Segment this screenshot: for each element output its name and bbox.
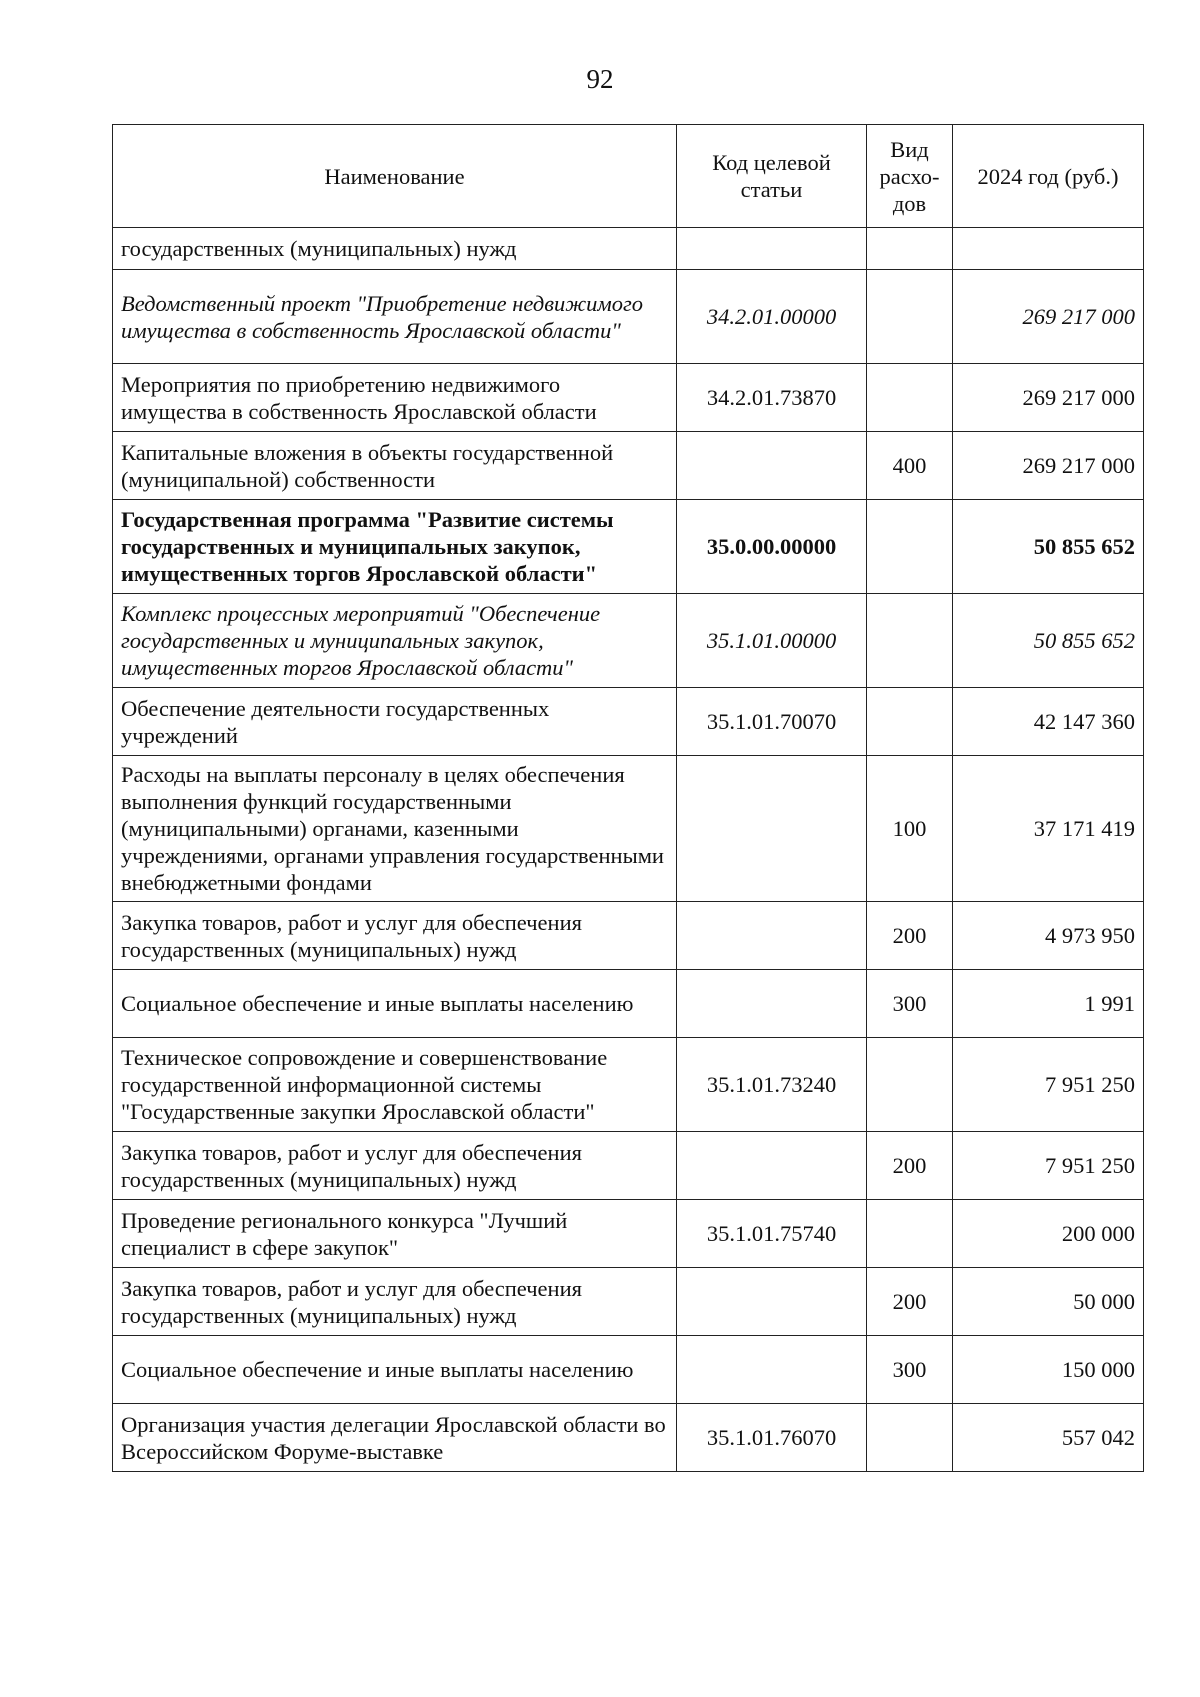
cell-code: 35.1.01.75740 [677, 1200, 867, 1268]
cell-kind [867, 500, 953, 594]
cell-sum: 200 000 [953, 1200, 1144, 1268]
cell-code [677, 432, 867, 500]
cell-sum: 37 171 419 [953, 756, 1144, 902]
cell-kind: 100 [867, 756, 953, 902]
cell-kind: 300 [867, 970, 953, 1038]
cell-name: Закупка товаров, работ и услуг для обеспечения государственных (муниципальных) нужд [113, 902, 677, 970]
cell-kind [867, 1200, 953, 1268]
cell-code [677, 1132, 867, 1200]
cell-kind [867, 270, 953, 364]
cell-kind [867, 1038, 953, 1132]
cell-sum: 7 951 250 [953, 1132, 1144, 1200]
cell-kind [867, 228, 953, 270]
cell-name: Ведомственный проект "Приобретение недвижимого имущества в собственность Ярославской области" [113, 270, 677, 364]
cell-sum: 150 000 [953, 1336, 1144, 1404]
cell-sum: 50 855 652 [953, 594, 1144, 688]
cell-code [677, 228, 867, 270]
cell-name: Государственная программа "Развитие системы государственных и муниципальных закупок, имущественных торгов Ярославской области" [113, 500, 677, 594]
cell-code [677, 970, 867, 1038]
cell-name: Техническое сопровождение и совершенствование государственной информационной системы "Государственные закупки Ярославской области" [113, 1038, 677, 1132]
table-row [113, 1200, 1144, 1268]
table-row [113, 1404, 1144, 1472]
cell-kind: 400 [867, 432, 953, 500]
cell-kind: 200 [867, 902, 953, 970]
cell-name: Организация участия делегации Ярославской области во Всероссийском Форуме-выставке [113, 1404, 677, 1472]
cell-code: 35.1.01.73240 [677, 1038, 867, 1132]
cell-kind [867, 1404, 953, 1472]
cell-code [677, 902, 867, 970]
budget-table [112, 124, 1144, 1472]
cell-sum: 269 217 000 [953, 432, 1144, 500]
header-sum: 2024 год (руб.) [953, 125, 1144, 228]
cell-sum: 269 217 000 [953, 270, 1144, 364]
cell-name: государственных (муниципальных) нужд [113, 228, 677, 270]
header-kind: Вид расхо-дов [867, 125, 953, 228]
table-header [113, 125, 1144, 228]
table-row [113, 1268, 1144, 1336]
cell-kind: 200 [867, 1132, 953, 1200]
cell-code: 35.1.01.76070 [677, 1404, 867, 1472]
cell-code: 35.0.00.00000 [677, 500, 867, 594]
header-row [113, 125, 1144, 228]
cell-name: Социальное обеспечение и иные выплаты населению [113, 970, 677, 1038]
cell-sum: 1 991 [953, 970, 1144, 1038]
cell-kind [867, 364, 953, 432]
table-row [113, 688, 1144, 756]
table-row [113, 364, 1144, 432]
cell-sum [953, 228, 1144, 270]
cell-sum: 42 147 360 [953, 688, 1144, 756]
table-row [113, 594, 1144, 688]
cell-sum: 50 000 [953, 1268, 1144, 1336]
cell-sum: 269 217 000 [953, 364, 1144, 432]
table-row [113, 756, 1144, 902]
cell-name: Мероприятия по приобретению недвижимого имущества в собственность Ярославской области [113, 364, 677, 432]
table-row [113, 1038, 1144, 1132]
header-code: Код целевой статьи [677, 125, 867, 228]
table-row [113, 1336, 1144, 1404]
cell-code: 34.2.01.73870 [677, 364, 867, 432]
cell-name: Проведение регионального конкурса "Лучший специалист в сфере закупок" [113, 1200, 677, 1268]
cell-kind [867, 594, 953, 688]
cell-code: 35.1.01.70070 [677, 688, 867, 756]
cell-name: Закупка товаров, работ и услуг для обеспечения государственных (муниципальных) нужд [113, 1268, 677, 1336]
cell-sum: 557 042 [953, 1404, 1144, 1472]
cell-kind: 200 [867, 1268, 953, 1336]
cell-code: 35.1.01.00000 [677, 594, 867, 688]
cell-sum: 50 855 652 [953, 500, 1144, 594]
cell-code [677, 756, 867, 902]
cell-name: Социальное обеспечение и иные выплаты населению [113, 1336, 677, 1404]
table-row [113, 1132, 1144, 1200]
cell-code [677, 1336, 867, 1404]
cell-code: 34.2.01.00000 [677, 270, 867, 364]
cell-name: Расходы на выплаты персоналу в целях обеспечения выполнения функций государственными (муниципальными) органами, казенными учреждениями, органами управления государственными внебюджетными фондами [113, 756, 677, 902]
table-row [113, 432, 1144, 500]
table-row [113, 270, 1144, 364]
table-row [113, 970, 1144, 1038]
cell-sum: 4 973 950 [953, 902, 1144, 970]
table-row [113, 902, 1144, 970]
cell-name: Капитальные вложения в объекты государственной (муниципальной) собственности [113, 432, 677, 500]
table-row [113, 500, 1144, 594]
cell-kind [867, 688, 953, 756]
cell-name: Закупка товаров, работ и услуг для обеспечения государственных (муниципальных) нужд [113, 1132, 677, 1200]
header-name: Наименование [113, 125, 677, 228]
cell-name: Обеспечение деятельности государственных учреждений [113, 688, 677, 756]
cell-sum: 7 951 250 [953, 1038, 1144, 1132]
cell-name: Комплекс процессных мероприятий "Обеспечение государственных и муниципальных закупок, имущественных торгов Ярославской области" [113, 594, 677, 688]
cell-code [677, 1268, 867, 1336]
cell-kind: 300 [867, 1336, 953, 1404]
page-number: 92 [586, 64, 614, 94]
table-body [113, 228, 1144, 1472]
table-row [113, 228, 1144, 270]
